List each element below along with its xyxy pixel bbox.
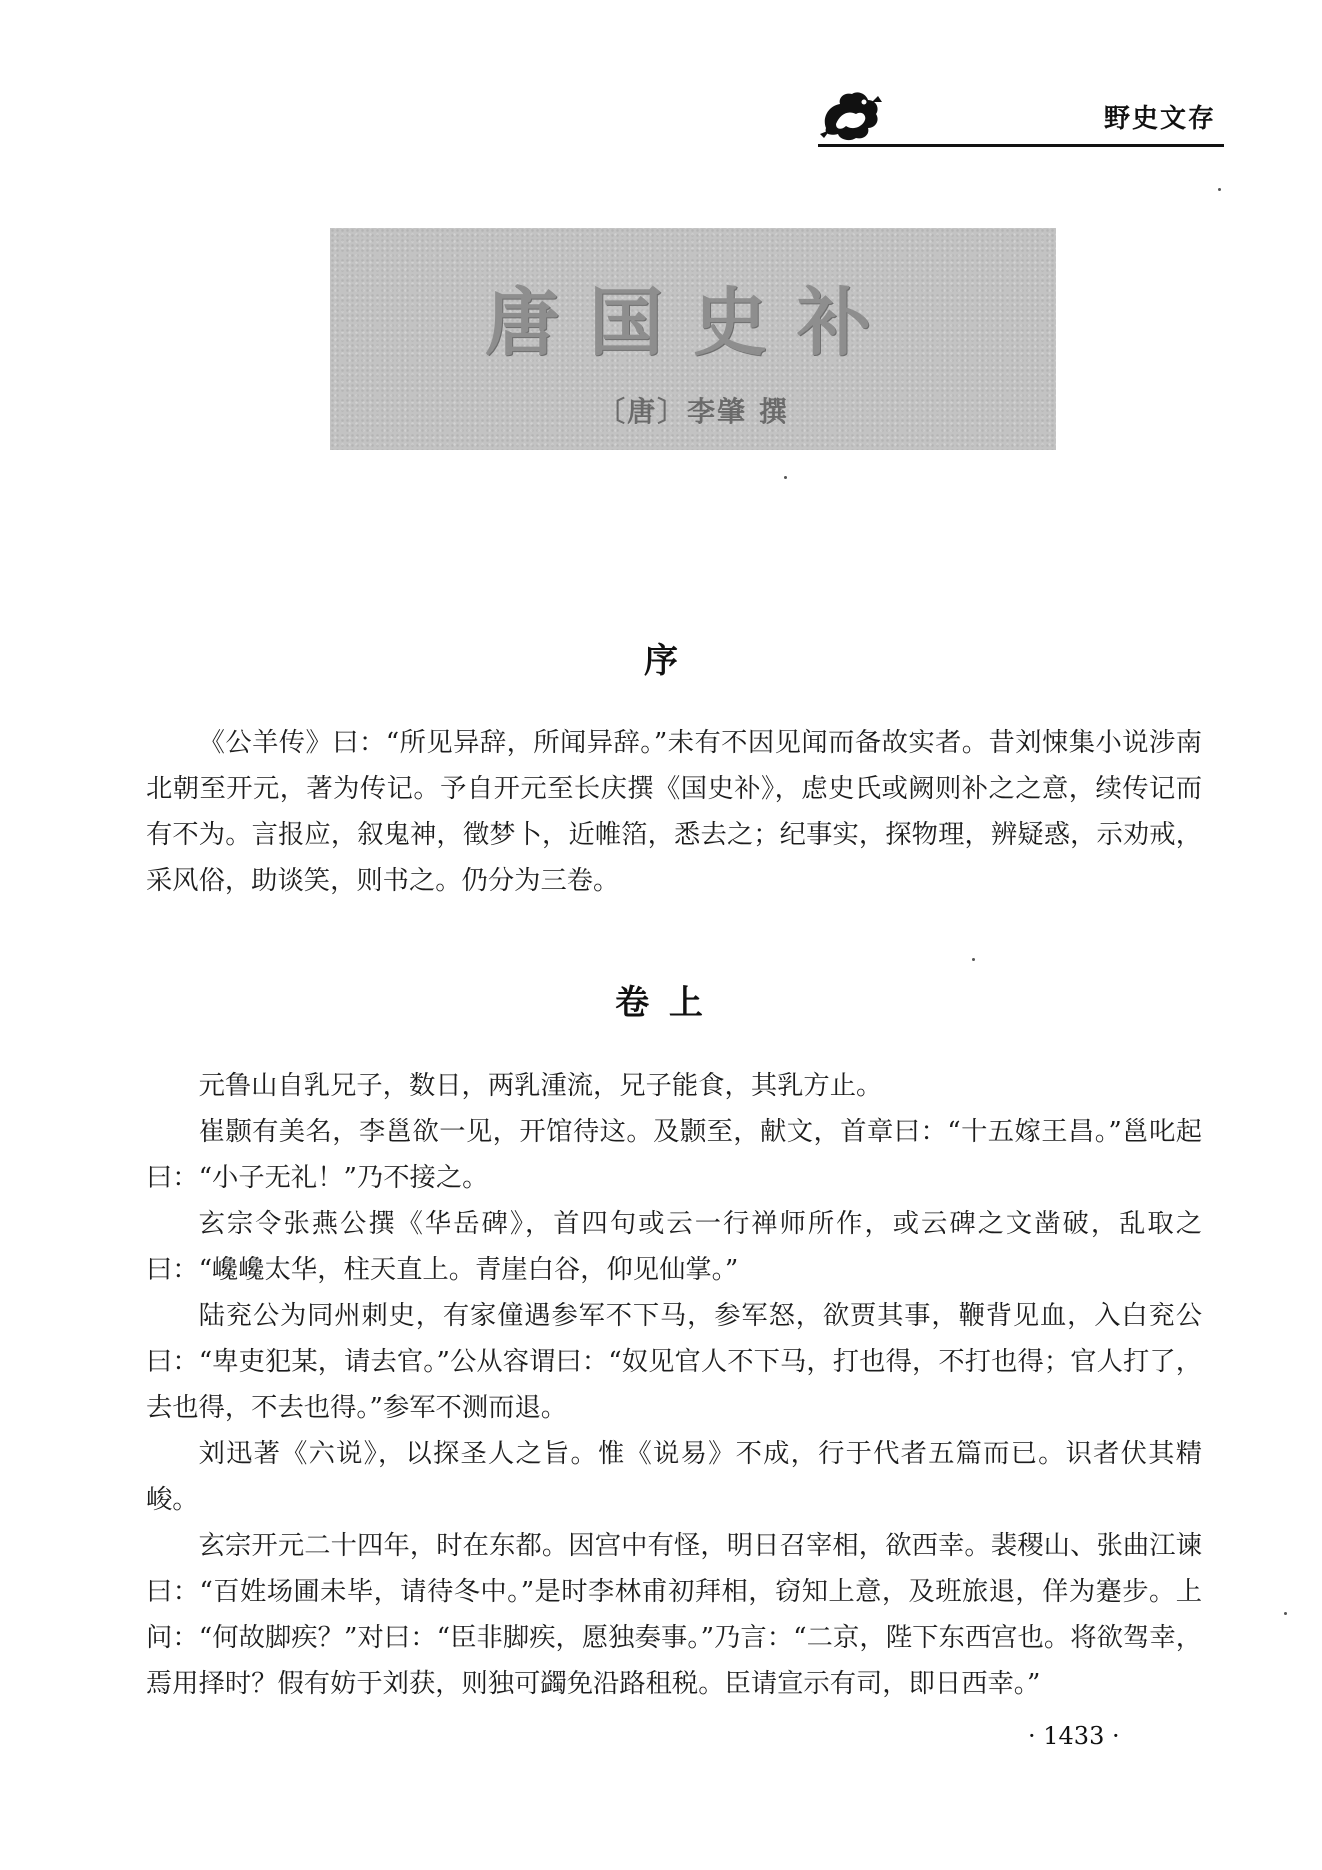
preface-paragraph: 《公羊传》曰：“所见异辞，所闻异辞。”未有不因见闻而备故实者。昔刘悚集小说涉南北朝至开元，著为传记。予自开元至长庆撰《国史补》，虑史氏或阙则补之之意，续传记而有不为。言报应，叙鬼神，徵梦卜，近帷箔，悉去之；纪事实，探物理，辨疑惑，示劝戒，采风俗，助谈笑，则书之。仍分为三卷。 [146,728,1202,896]
preface-text [146,720,1202,904]
page-number: · 1433 · [1028,1722,1120,1750]
entry-paragraph: 陆兖公为同州刺史，有家僮遇参军不下马，参军怒，欲贾其事，鞭背见血，入白兖公曰：“卑吏犯某，请去官。”公从容谓曰：“奴见官人不下马，打也得，不打也得；官人打了，去也得，不去也得。”参军不测而退。 [146,1301,1202,1423]
entry-paragraph: 玄宗开元二十四年，时在东都。因宫中有怪，明日召宰相，欲西幸。裴稷山、张曲江谏曰：“百姓场圃未毕，请待冬中。”是时李林甫初拜相，窃知上意，及班旅退，佯为蹇步。上问：“何故脚疾？”对曰：“臣非脚疾，愿独奏事。”乃言：“二京，陛下东西宫也。将欲驾幸，焉用择时？假有妨于刘获，则独可蠲免沿路租税。臣请宣示有司，即日西幸。” [146,1531,1202,1699]
series-title: 野史文存 [1103,104,1216,134]
dragon-emblem-icon [818,88,884,142]
book-title: 唐国史补 [485,280,901,366]
entry-paragraph: 刘迅著《六说》，以探圣人之旨。惟《说易》不成，行于代者五篇而已。识者伏其精峻。 [146,1439,1202,1515]
scan-speck [1284,1612,1287,1615]
volume-heading: 卷 上 [615,983,707,1023]
entry-paragraph: 玄宗令张燕公撰《华岳碑》，首四句或云一行禅师所作，或云碑之文凿破，乱取之曰：“巉巉太华，柱天直上。青崖白谷，仰见仙掌。” [146,1209,1202,1285]
running-header [818,88,1224,150]
entry-paragraph: 崔颢有美名，李邕欲一见，开馆待这。及颢至，献文，首章曰：“十五嫁王昌。”邕叱起曰：“小子无礼！”乃不接之。 [146,1117,1202,1193]
scan-speck [1218,188,1221,191]
volume-text [146,1063,1202,1707]
entry-paragraph: 元鲁山自乳兄子，数日，两乳湩流，兄子能食，其乳方止。 [198,1071,883,1101]
author-byline: 〔唐〕李肇 撰 [597,395,789,428]
preface-heading: 序 [644,641,678,681]
scan-speck [784,476,787,479]
scan-speck [972,958,975,961]
header-rule [818,144,1224,147]
title-box [330,228,1056,450]
